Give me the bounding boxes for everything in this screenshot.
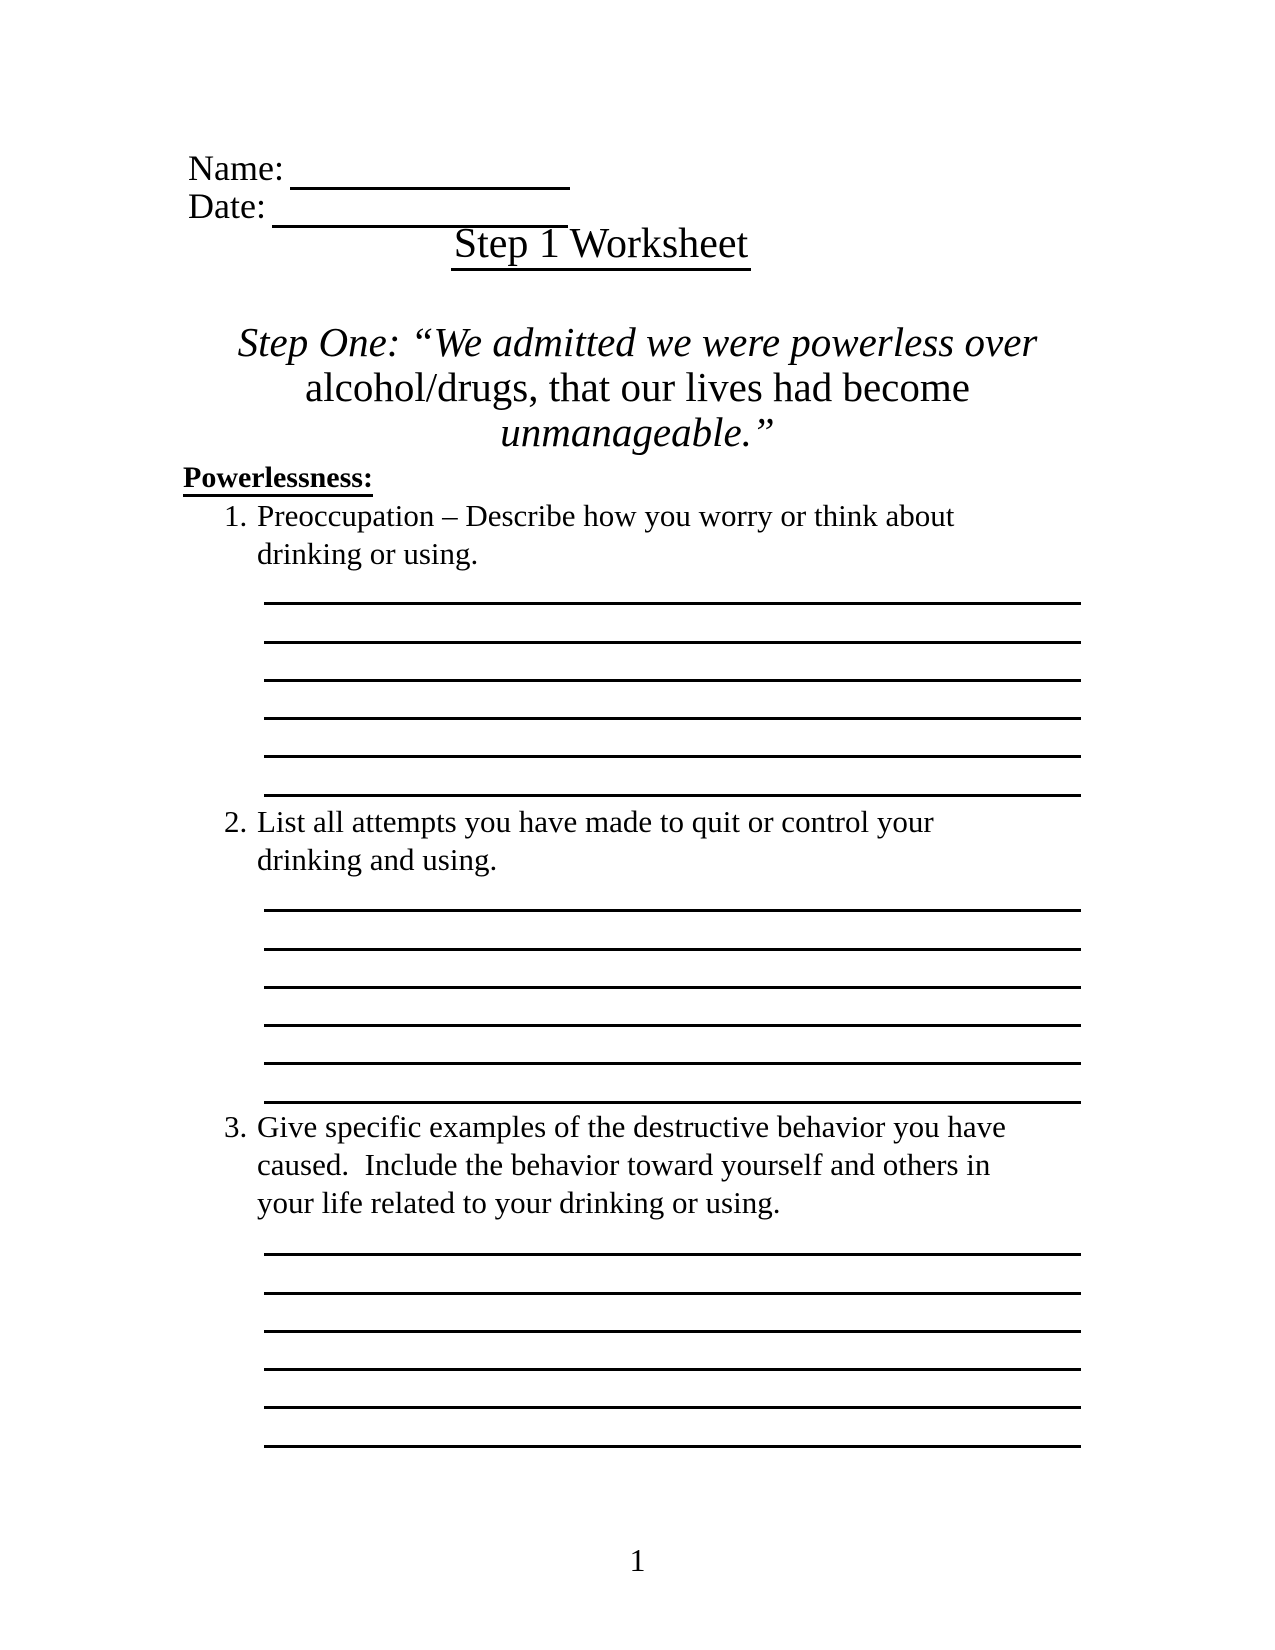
answer-lines-question-3: [264, 1218, 1081, 1448]
answer-line: [264, 720, 1081, 758]
question-2: [224, 803, 1034, 879]
answer-line: [264, 758, 1081, 796]
quote-line-2: alcohol/drugs, that our lives had become: [305, 364, 970, 410]
answer-line: [264, 567, 1081, 605]
answer-line: [264, 1256, 1081, 1294]
page-title: Step 1 Worksheet: [451, 221, 751, 271]
quote-line-1: Step One: “We admitted we were powerless over: [237, 319, 1038, 365]
name-field-label: Name:: [188, 148, 284, 188]
answer-line: [264, 1065, 1081, 1103]
question-3: [224, 1108, 1034, 1222]
answer-line: [264, 644, 1081, 682]
step-one-quote: [0, 320, 1275, 455]
quote-line-3: unmanageable.”: [500, 409, 775, 455]
answer-line: [264, 1027, 1081, 1065]
answer-lines-question-1: [264, 567, 1081, 797]
answer-line: [264, 874, 1081, 912]
name-field: [188, 149, 570, 190]
answer-line: [264, 1333, 1081, 1371]
answer-line: [264, 951, 1081, 989]
heading-block: [183, 459, 373, 497]
question-text-line: Preoccupation – Describe how you worry or think about: [257, 498, 955, 533]
question-2-number: 2.: [224, 804, 248, 839]
answer-lines-question-2: [264, 874, 1081, 1104]
question-text-line: drinking and using.: [257, 842, 498, 877]
answer-line: [264, 1218, 1081, 1256]
title-block: [0, 219, 1202, 269]
question-text-line: your life related to your drinking or using.: [257, 1185, 781, 1220]
question-1: [224, 497, 1034, 573]
question-text-line: List all attempts you have made to quit or control your: [257, 804, 934, 839]
question-text-line: caused. Include the behavior toward yourself and others in: [257, 1147, 991, 1182]
answer-line: [264, 1295, 1081, 1333]
section-heading-powerlessness: Powerlessness:: [183, 461, 373, 497]
answer-line: [264, 682, 1081, 720]
question-text-line: drinking or using.: [257, 536, 479, 571]
answer-line: [264, 912, 1081, 950]
name-fill-line: [290, 160, 570, 190]
question-3-text: [257, 1108, 1006, 1222]
question-text-line: Give specific examples of the destructive behavior you have: [257, 1109, 1006, 1144]
question-1-text: [257, 497, 954, 573]
page-number: 1: [629, 1542, 646, 1578]
answer-line: [264, 1409, 1081, 1447]
answer-line: [264, 605, 1081, 643]
date-field-label: Date:: [188, 186, 266, 226]
question-3-number: 3.: [224, 1109, 248, 1144]
question-1-number: 1.: [224, 498, 248, 533]
answer-line: [264, 989, 1081, 1027]
question-2-text: [257, 803, 934, 879]
answer-line: [264, 1371, 1081, 1409]
